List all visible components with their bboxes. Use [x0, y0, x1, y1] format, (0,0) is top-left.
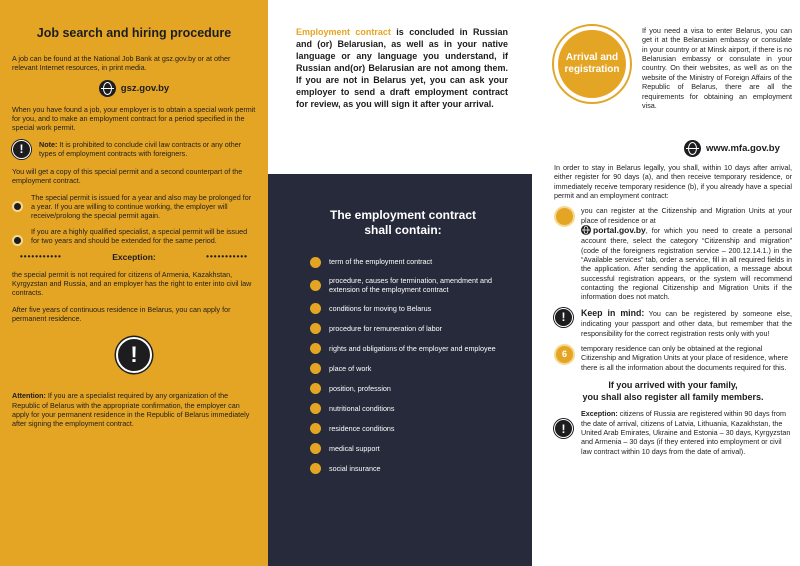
list-item	[310, 323, 514, 335]
registration-section	[554, 143, 792, 464]
mfa-link-text: www.mfa.gov.by	[706, 143, 780, 154]
bullet-one	[12, 193, 256, 221]
exception-heading	[20, 252, 248, 262]
attention-block	[12, 391, 256, 428]
contract-intro	[268, 0, 532, 110]
exclamation-icon: !	[554, 419, 573, 438]
bullet-icon	[12, 235, 23, 246]
bullet-one-text: The special permit is issued for a year and also may be prolonged for a year. If you are willing to continue working, the employer will receive/prolong the special permit again.	[31, 192, 252, 221]
option-b-marker: 6	[554, 344, 575, 365]
globe-icon	[684, 140, 701, 157]
bullet-icon	[310, 463, 321, 474]
exception-label: Exception:	[112, 251, 156, 262]
list-item	[310, 383, 514, 395]
option-a-text-1: you can register at the Citizenship and Migration Units at your place of residence or at	[581, 206, 792, 225]
list-item	[310, 423, 514, 435]
keep-in-mind-label: Keep in mind:	[581, 307, 645, 318]
exclamation-icon: !	[554, 308, 573, 327]
list-item-text: position, profession	[329, 384, 391, 394]
mfa-link[interactable]	[554, 140, 792, 157]
left-panel	[0, 0, 268, 566]
option-a	[554, 206, 792, 301]
exclamation-icon: !	[116, 337, 152, 373]
contract-contents-title-line1: The employment contract	[329, 208, 477, 222]
note-text: It is prohibited to conclude civil law contracts or any other types of employment contracts with foreigners.	[39, 139, 242, 159]
keep-in-mind-text: You can be registered by someone else, indicating your passport and other data, but remember that the responsibility for the correct registration rests only with you!	[581, 308, 792, 338]
list-item-text: residence conditions	[329, 424, 395, 434]
keep-in-mind-block	[554, 308, 792, 338]
contract-intro-lead: Employment contract	[296, 27, 391, 37]
contract-contents-panel	[268, 174, 532, 566]
contract-contents-list	[310, 256, 514, 475]
globe-icon	[581, 225, 591, 235]
bullet-icon	[310, 443, 321, 454]
globe-icon	[99, 80, 116, 97]
list-item	[310, 343, 514, 355]
arrival-badge-text: Arrival and registration	[558, 30, 626, 98]
list-item	[310, 403, 514, 415]
list-item-text: procedure for remuneration of labor	[329, 324, 443, 334]
contract-contents-title-line2: shall contain:	[364, 223, 442, 237]
list-item-text: term of the employment contract	[329, 257, 433, 267]
list-item-text: social insurance	[329, 464, 381, 474]
list-item-text: rights and obligations of the employer and employee	[329, 344, 496, 354]
note-label: Note:	[39, 139, 58, 149]
exception-text: the special permit is not required for citizens of Armenia, Kazakhstan, Kyrgyzstan and Russia, and an employer has the right to enter into civil law contracts.	[12, 269, 252, 298]
option-a-marker	[554, 206, 575, 227]
note-block	[12, 140, 256, 159]
bullet-icon	[12, 201, 23, 212]
bullet-icon	[310, 280, 321, 291]
contract-intro-text: is concluded in Russian and (or) Belarusian, as well as in your native language or any language you understand, if Russian and(or) Belarusian are not among them. If you are not in Belarus yet, you can ask your employer to send a draft employment contract for review, as you will sign it after your arrival.	[296, 27, 508, 110]
copy-text: You will get a copy of this special permit and a second counterpart of the employment contract.	[12, 166, 243, 186]
family-exception-text: citizens of Russia are registered within 90 days from the date of arrival, citizens of Latvia, Lithuania, Kazakhstan, the United Arab Emirates, Ukraine and Estonia – 30 days, Kyrgyzstan and Armenia – 30 days (if they entered into employment or civil law contract within 10 days from the date of arrival).	[581, 409, 791, 456]
gsz-link[interactable]	[12, 80, 256, 97]
arrival-badge	[552, 24, 632, 104]
portal-link[interactable]: portal.gov.by	[593, 225, 646, 236]
bullet-two-text: If you are a highly qualified specialist, a special permit will be issued for two years and should be extended for the same period.	[31, 226, 248, 245]
attention-label: Attention:	[12, 391, 46, 401]
gsz-link-text: gsz.gov.by	[120, 82, 170, 94]
work-permit-text: When you have found a job, your employer is to obtain a special work permit for you, and to make an employment contract for a period specified in the special work permit.	[12, 104, 256, 133]
contract-contents-title	[292, 208, 514, 238]
family-heading-line2: you shall also register all family members.	[582, 391, 764, 402]
left-title: Job search and hiring procedure	[36, 26, 232, 40]
list-item-text: conditions for moving to Belarus	[329, 304, 432, 314]
bullet-icon	[310, 323, 321, 334]
middle-panel	[268, 0, 532, 566]
family-exception-block	[554, 409, 792, 456]
option-b	[554, 344, 792, 372]
list-item	[310, 363, 514, 375]
exception-dots-right: •••••••••••	[206, 252, 248, 262]
bullet-icon	[310, 343, 321, 354]
job-search-intro: A job can be found at the National Job Bank at gsz.gov.by or at other relevant Internet resources, in print media.	[12, 54, 231, 73]
bullet-icon	[310, 423, 321, 434]
bullet-icon	[310, 363, 321, 374]
list-item-text: procedure, causes for termination, amendment and extension of the employment contract	[329, 276, 493, 295]
visa-text: If you need a visa to enter Belarus, you can get it at the Belarusian embassy or consulate in your country or at Minsk airport, if there is no Belarusian embassy or consulate in your country. On their websites, as well as on the website of the Ministry of Foreign Affairs of the Republic of Belarus, there are all the requirements for obtaining an employment visa.	[642, 26, 792, 110]
list-item	[310, 303, 514, 315]
right-panel	[532, 0, 800, 566]
exclamation-icon: !	[12, 140, 31, 159]
list-item-text: nutritional conditions	[329, 404, 395, 414]
family-heading-line1: If you arrived with your family,	[608, 379, 738, 390]
stay-text: In order to stay in Belarus legally, you shall, within 10 days after arrival, either register for 90 days (a), and then receive temporary residence, or immediately receive temporary residence (b), if you already have a special permit and an employment contract:	[554, 163, 792, 201]
option-b-text: temporary residence can only be obtained at the regional Citizenship and Migration Units at your place of residence, where there is all the information about the documents required for this.	[581, 343, 788, 372]
bullet-icon	[310, 383, 321, 394]
bullet-icon	[310, 403, 321, 414]
exception-dots-left: •••••••••••	[20, 252, 62, 262]
option-a-text-2: , for which you need to create a personal account there, select the category “Citizenship and migration” (code of the foreigners registration service – 200.12.14.1.) in the “Available services” tab, order a service, fill in all required fields in the application. After sending the application, a message about successful registration appears, or the system will recommend contacting the regional Citizenship and Migration Units if the information does not match.	[581, 226, 792, 302]
list-item-text: medical support	[329, 444, 380, 454]
family-exception-label: Exception:	[581, 409, 618, 419]
bullet-two	[12, 227, 256, 246]
list-item	[310, 256, 514, 268]
family-heading	[554, 380, 792, 403]
bullet-icon	[310, 257, 321, 268]
bullet-icon	[310, 303, 321, 314]
list-item	[310, 443, 514, 455]
list-item	[310, 276, 514, 295]
residence-text: After five years of continuous residence in Belarus, you can apply for permanent residence.	[12, 304, 231, 324]
list-item-text: place of work	[329, 364, 372, 374]
attention-text: If you are a specialist required by any organization of the Republic of Belarus with the appropriate confirmation, the employer can apply for your permanent residence in the Republic of Belarus immediately after signing the employment contract.	[12, 391, 250, 429]
list-item	[310, 463, 514, 475]
